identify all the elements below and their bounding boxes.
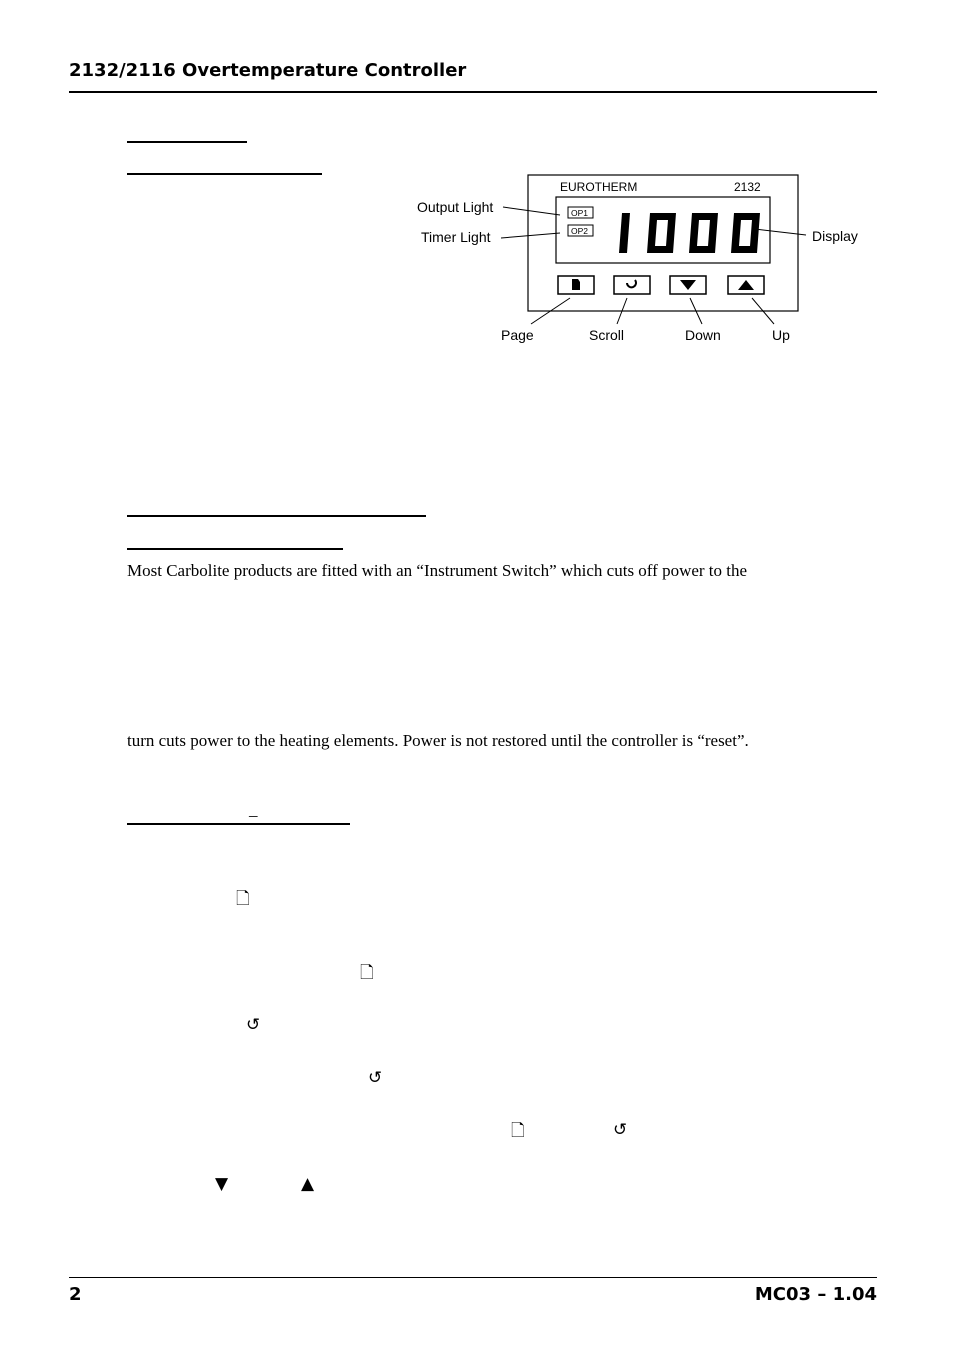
scroll-icon: ↺ (368, 1068, 383, 1088)
timer-light-label: Timer Light (421, 229, 491, 245)
output-light-label: Output Light (417, 199, 494, 215)
page-label: Page (501, 327, 534, 343)
page-header-title: 2132/2116 Overtemperature Controller (69, 60, 467, 81)
op1-label: OP1 (571, 208, 589, 218)
section-heading-underline-3 (127, 515, 426, 517)
page-icon (572, 279, 580, 290)
heading-underscore: _ (249, 800, 258, 819)
controller-front-panel-diagram (400, 165, 880, 355)
up-label: Up (772, 327, 790, 343)
body-paragraph-1: Most Carbolite products are fitted with an “Instrument Switch” which cuts off power to the (127, 561, 748, 580)
footer-rule (69, 1277, 877, 1278)
page-icon: 🗋 (511, 1121, 525, 1141)
down-arrow-icon: ▼ (215, 1174, 229, 1194)
page-icon: 🗋 (360, 963, 374, 983)
page-number: 2 (69, 1284, 82, 1305)
section-heading-underline-1 (127, 141, 247, 143)
brand-label: EUROTHERM (560, 180, 638, 194)
section-heading-underline-2 (127, 173, 322, 175)
up-arrow-icon: ▲ (301, 1174, 315, 1194)
body-paragraph-2: turn cuts power to the heating elements. Power is not restored until the controller is “reset”. (127, 731, 749, 750)
op2-label: OP2 (571, 226, 589, 236)
scroll-icon: ↺ (246, 1015, 261, 1035)
header-rule (69, 91, 877, 93)
document-reference: MC03 – 1.04 (754, 1284, 877, 1305)
section-heading-underline-5 (127, 823, 350, 825)
scroll-label: Scroll (589, 327, 625, 343)
model-label: 2132 (734, 180, 761, 194)
section-heading-underline-4 (127, 548, 343, 550)
display-label: Display (812, 228, 858, 244)
scroll-icon: ↺ (613, 1120, 628, 1140)
down-label: Down (685, 327, 721, 343)
scroll-button[interactable] (614, 276, 650, 294)
page-icon: 🗋 (236, 889, 250, 909)
